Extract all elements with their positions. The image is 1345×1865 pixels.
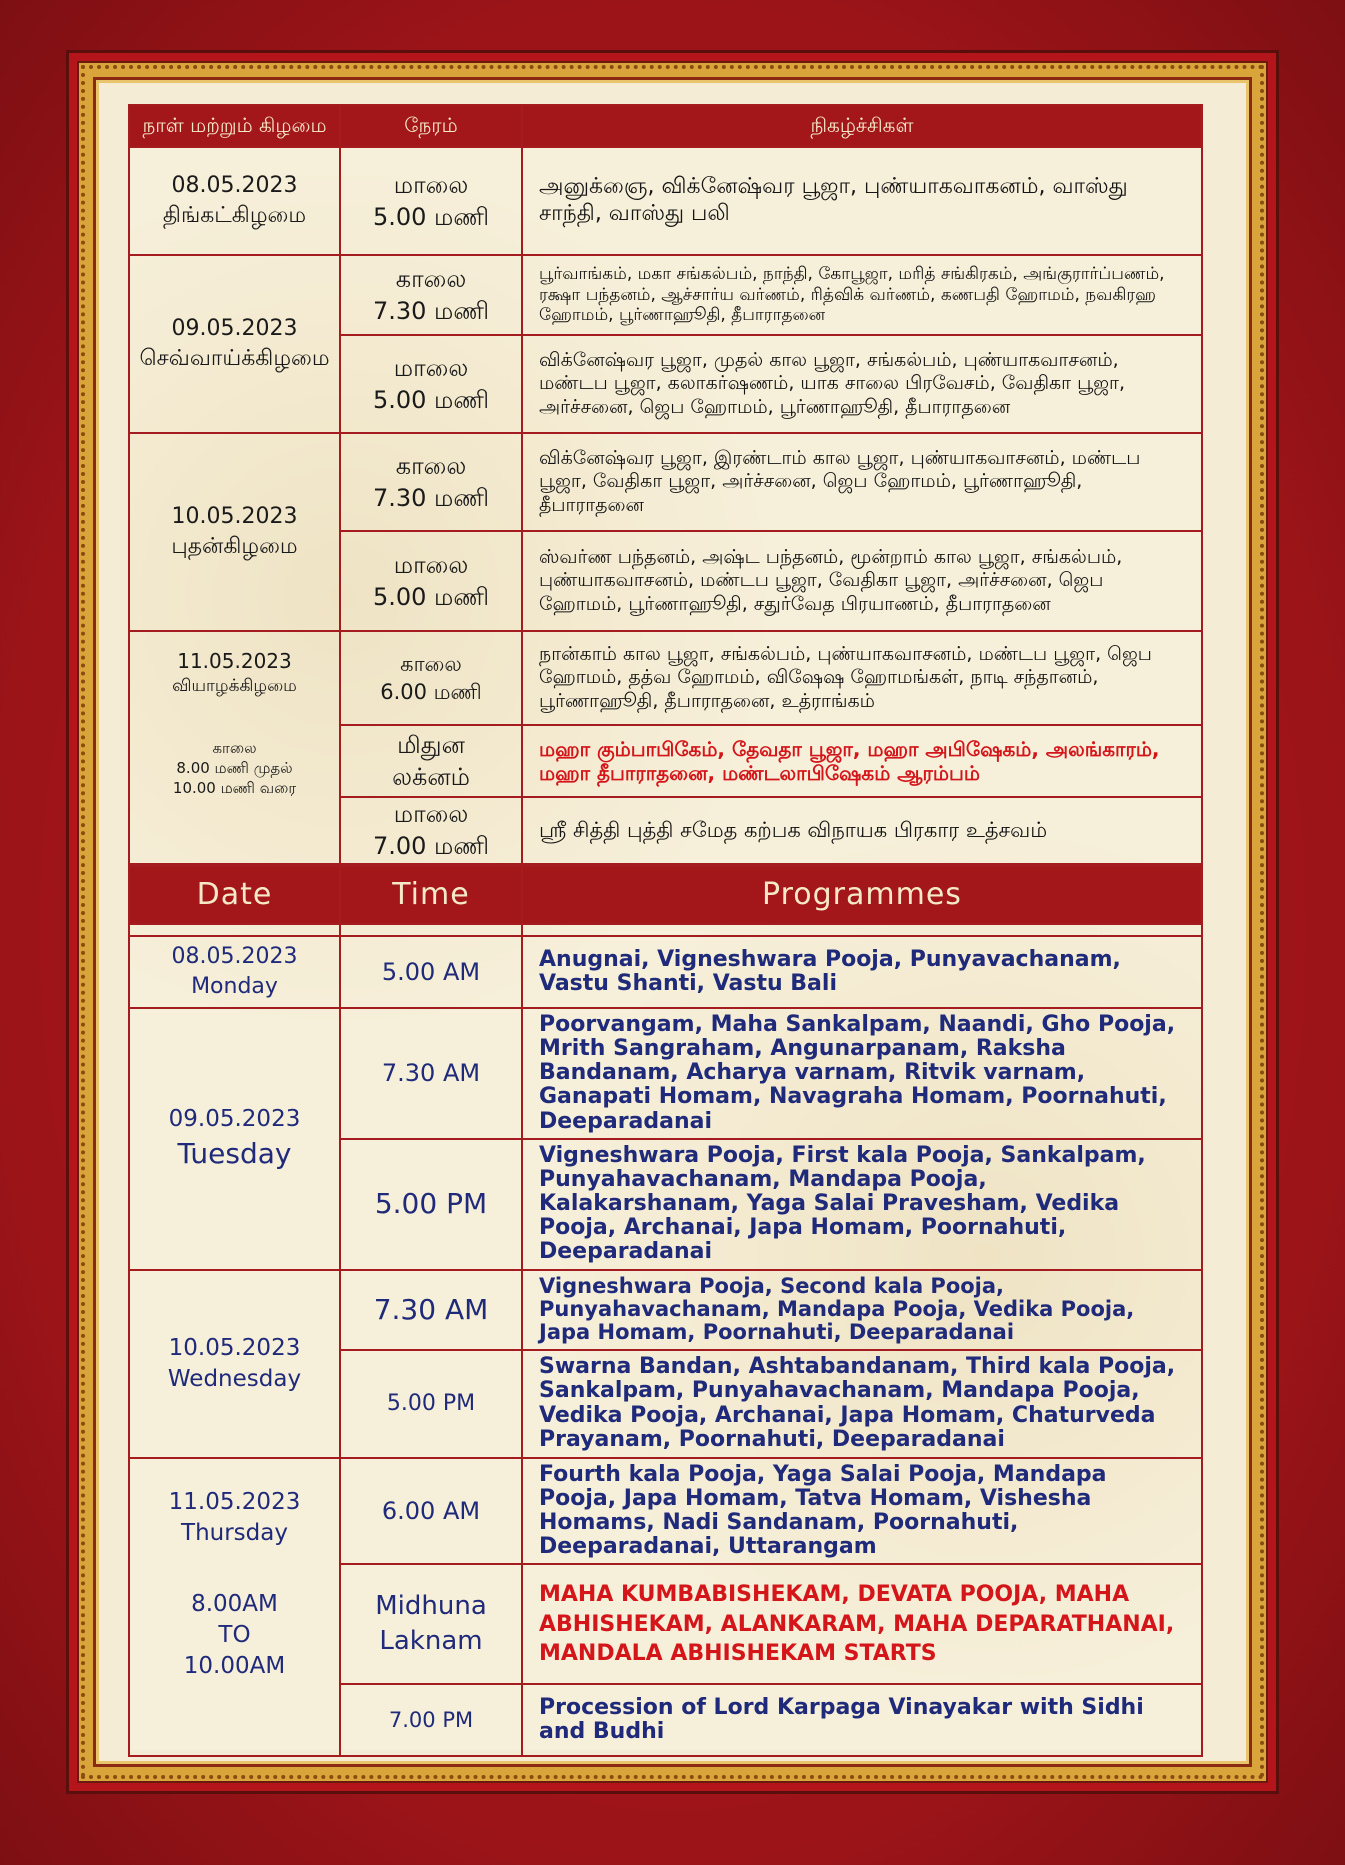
date-text: 10.05.2023 — [171, 504, 298, 530]
table-row — [129, 433, 1202, 531]
programme-cell: ஸ்ரீ சித்தி புத்தி சமேத கற்பக விநாயக பிரகார உத்சவம் — [522, 797, 1202, 864]
time-cell — [340, 725, 522, 797]
time-cell: 5.00 PM — [340, 1350, 522, 1458]
day-text: புதன்கிழமை — [171, 534, 298, 559]
day-text: Tuesday — [177, 1137, 292, 1171]
time-value: 5.00 மணி — [372, 203, 490, 231]
table-row — [129, 255, 1202, 335]
date-text: 11.05.2023 — [177, 649, 292, 673]
time-label: மாலை — [393, 170, 469, 199]
day-text: திங்கட்கிழமை — [162, 203, 307, 228]
time-label: காலை — [400, 651, 462, 676]
day-text: Thursday — [181, 1519, 288, 1546]
tamil-schedule-table — [128, 104, 1203, 865]
time-cell: 7.00 PM — [340, 1684, 522, 1756]
table-row — [129, 936, 1202, 1008]
day-text: வியாழக்கிழமை — [172, 676, 297, 696]
programme-cell: Vigneshwara Pooja, Second kala Pooja, Punyahavachanam, Mandapa Pooja, Vedika Pooja, Japa Homam, Poornahuti, Deeparadanai — [522, 1270, 1202, 1350]
time-value: 7.00 மணி — [372, 832, 490, 861]
time-cell: 6.00 AM — [340, 1458, 522, 1565]
tamil-header-time: நேரம் — [340, 105, 522, 147]
time-value: 7.30 மணி — [372, 297, 490, 325]
english-header-date: Date — [129, 866, 340, 924]
schedule-sheet — [128, 104, 1201, 1750]
time-value: Laknam — [379, 1626, 483, 1657]
range-to-label: TO — [218, 1621, 251, 1648]
day-text: செவ்வாய்க்கிழமை — [139, 346, 330, 371]
programme-cell: Anugnai, Vigneshwara Pooja, Punyavachanam, Vastu Shanti, Vastu Bali — [522, 936, 1202, 1008]
programme-cell-highlight: MAHA KUMBABISHEKAM, DEVATA POOJA, MAHA ABHISHEKAM, ALANKARAM, MAHA DEPARATHANAI, MANDALA ABHISHEKAM STARTS — [522, 1564, 1202, 1684]
tamil-header-row — [129, 105, 1202, 147]
programme-cell: ஸ்வர்ண பந்தனம், அஷ்ட பந்தனம், மூன்றாம் கால பூஜா, சங்கல்பம், புண்யாகவாசனம், மண்டப பூஜா, வேதிகா பூஜா, அர்ச்சனை, ஜெப ஹோமம், பூர்ணாஹூதி, சதுர்வேத பிரயாணம், தீபாராதனை — [522, 531, 1202, 631]
time-value: 7.30 மணி — [372, 484, 490, 512]
programme-cell: விக்னேஷ்வர பூஜா, முதல் கால பூஜா, சங்கல்பம், புண்யாகவாசனம், மண்டப பூஜா, கலாகர்ஷணம், யாக சாலை பிரவேசம், வேதிகா பூஜா, அர்ச்சனை, ஜெப ஹோமம், பூர்ணாஹூதி, தீபாராதனை — [522, 335, 1202, 433]
english-header-programmes: Programmes — [522, 866, 1202, 924]
english-header-time: Time — [340, 866, 522, 924]
english-schedule-table — [128, 865, 1203, 1758]
time-value: 5.00 மணி — [372, 386, 490, 414]
time-cell — [340, 797, 522, 864]
programme-cell: விக்னேஷ்வர பூஜா, இரண்டாம் கால பூஜா, புண்யாகவாசனம், மண்டப பூஜா, வேதிகா பூஜா, அர்ச்சனை, ஜெப ஹோமம், பூர்ணாஹூதி, தீபாராதனை — [522, 433, 1202, 531]
date-cell — [129, 936, 340, 1008]
time-label: காலை — [395, 451, 467, 480]
date-cell — [129, 433, 340, 631]
time-cell — [340, 1564, 522, 1684]
time-value: லக்னம் — [392, 763, 470, 791]
table-row — [129, 631, 1202, 725]
time-cell — [340, 335, 522, 433]
programme-cell: நான்காம் கால பூஜா, சங்கல்பம், புண்யாகவாசனம், மண்டப பூஜா, ஜெப ஹோமம், தத்வ ஹோமம், விஷேஷ ஹோமங்கள், நாடி சந்தானம், பூர்ணாஹூதி, தீபாராதனை, உத்ராங்கம் — [522, 631, 1202, 725]
time-cell: 7.30 AM — [340, 1270, 522, 1350]
time-label: மாலை — [393, 353, 469, 382]
programme-cell: Swarna Bandan, Ashtabandanam, Third kala Pooja, Sankalpam, Punyahavachanam, Mandapa Pooja, Vedika Pooja, Archanai, Japa Homam, Chaturveda Prayanam, Poornahuti, Deeparadanai — [522, 1350, 1202, 1458]
tamil-header-date: நாள் மற்றும் கிழமை — [129, 105, 340, 147]
date-cell — [129, 1270, 340, 1458]
time-label: காலை — [395, 264, 467, 293]
date-text: 11.05.2023 — [168, 1488, 301, 1515]
date-text: 08.05.2023 — [171, 944, 298, 970]
date-text: 09.05.2023 — [168, 1106, 301, 1133]
table-row — [129, 1270, 1202, 1350]
time-cell: 5.00 PM — [340, 1139, 522, 1270]
programme-cell: அனுக்ஞை, விக்னேஷ்வர பூஜா, புண்யாகவாகனம், வாஸ்து சாந்தி, வாஸ்து பலி — [522, 147, 1202, 255]
programme-cell: பூர்வாங்கம், மகா சங்கல்பம், நாந்தி, கோபூஜா, மரித் சங்கிரகம், அங்குரார்ப்பணம், ரக்ஷா பந்தனம், ஆச்சார்ய வர்ணம், ரித்விக் வர்ணம், கணபதி ஹோமம், நவகிரஹ ஹோமம், பூர்ணாஹூதி, தீபாராதனை — [522, 255, 1202, 335]
programme-cell: Fourth kala Pooja, Yaga Salai Pooja, Mandapa Pooja, Japa Homam, Tatva Homam, Vishesha Homams, Nadi Sandanam, Poornahuti, Deeparadanai, Uttarangam — [522, 1458, 1202, 1565]
time-value: 6.00 மணி — [380, 680, 482, 704]
date-cell — [129, 255, 340, 433]
time-cell — [340, 147, 522, 255]
table-row — [129, 147, 1202, 255]
day-text: Monday — [191, 973, 278, 999]
programme-cell: Vigneshwara Pooja, First kala Pooja, Sankalpam, Punyahavachanam, Mandapa Pooja, Kalakarshanam, Yaga Salai Pravesham, Vedika Pooja, Archanai, Japa Homam, Poornahuti, Deeparadanai — [522, 1139, 1202, 1270]
date-text: 08.05.2023 — [171, 173, 298, 199]
programme-cell-highlight: மஹா கும்பாபிகேம், தேவதா பூஜா, மஹா அபிஷேகம், அலங்காரம், மஹா தீபாராதனை, மண்டலாபிஷேகம் ஆரம்பம் — [522, 725, 1202, 797]
date-cell — [129, 631, 340, 864]
time-cell: 7.30 AM — [340, 1008, 522, 1139]
date-text: 10.05.2023 — [168, 1334, 301, 1361]
day-text: Wednesday — [167, 1365, 302, 1392]
time-cell — [340, 433, 522, 531]
programme-cell: Poorvangam, Maha Sankalpam, Naandi, Gho Pooja, Mrith Sangraham, Angunarpanam, Raksha Bandanam, Acharya varnam, Ritvik varnam, Ganapati Homam, Navagraha Homam, Poornahuti, Deeparadanai — [522, 1008, 1202, 1139]
tamil-header-programmes: நிகழ்ச்சிகள் — [522, 105, 1202, 147]
english-header-row — [129, 866, 1202, 924]
date-cell — [129, 147, 340, 255]
range-start-time: 8.00AM — [191, 1590, 278, 1617]
time-value: 5.00 மணி — [372, 583, 490, 611]
time-cell — [340, 255, 522, 335]
time-cell — [340, 631, 522, 725]
time-label: மாலை — [393, 550, 469, 579]
date-cell — [129, 1008, 340, 1270]
table-row — [129, 1008, 1202, 1139]
date-text: 09.05.2023 — [171, 316, 298, 342]
time-cell: 5.00 AM — [340, 936, 522, 1008]
time-cell — [340, 531, 522, 631]
time-label: Midhuna — [375, 1591, 487, 1622]
date-cell — [129, 1458, 340, 1757]
spacer-row — [129, 924, 1202, 936]
programme-cell: Procession of Lord Karpaga Vinayakar with Sidhi and Budhi — [522, 1684, 1202, 1756]
range-end-time: 10.00AM — [183, 1652, 286, 1679]
range-end-time: 10.00 மணி வரை — [172, 779, 297, 798]
time-label: மாலை — [393, 800, 469, 828]
range-start-time: 8.00 மணி முதல் — [176, 759, 293, 778]
table-row — [129, 1458, 1202, 1565]
time-label: மிதுன — [397, 730, 465, 759]
range-start-label: காலை — [212, 738, 257, 757]
